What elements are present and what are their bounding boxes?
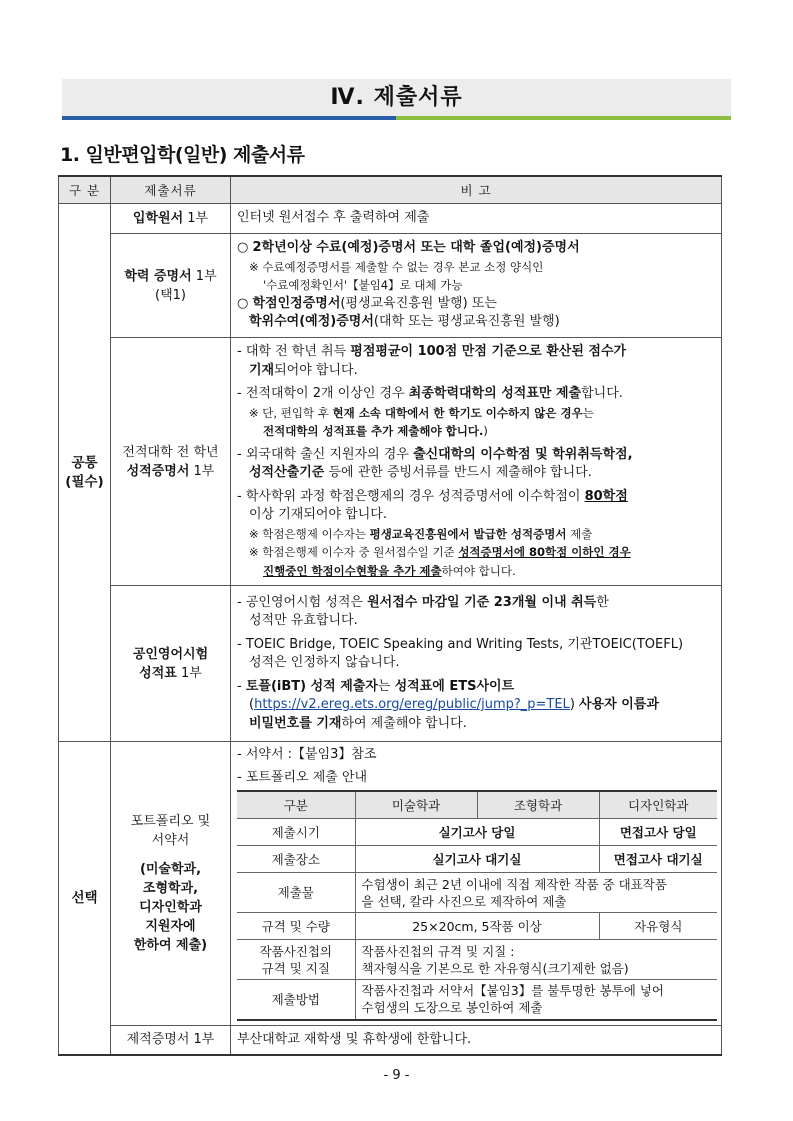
table-row: 규격 및 수량 25×20cm, 5작품 이상 자유형식	[237, 913, 717, 940]
category-common: 공통 (필수)	[59, 204, 111, 742]
doc-transcript: 전적대학 전 학년 성적증명서 1부	[111, 338, 231, 586]
doc-degree: 학력 증명서 1부 (택1)	[111, 234, 231, 338]
header-category: 구 분	[59, 176, 111, 204]
doc-application: 입학원서 1부	[111, 204, 231, 234]
table-row: 작품사진첩의 규격 및 지질 작품사진첩의 규격 및 지질 : 책자형식을 기본으로 한 자유형식(크기제한 없음)	[237, 940, 717, 980]
page-number: - 9 -	[383, 1068, 410, 1083]
note-application: 인터넷 원서접수 후 출력하여 제출	[231, 204, 722, 234]
note-english: - 공인영어시험 성적은 원서접수 마감일 기준 23개월 이내 취득한 성적만 유효합니다. - TOEIC Bridge, TOEIC Speaking and Writing Tests, 기관TOEIC(TOEFL) 성적은 인정하지 않습니다. - 토플(iBT) 성적 제출자는 성적표에 ETS사이트 (https://v2.ereg.ets.org/ereg/public/jump?_p=TEL) 사용자 이름과 비밀번호를 기재하여 제출해야 합니다.	[231, 586, 722, 742]
note-degree: ○ 2학년이상 수료(예정)증명서 또는 대학 졸업(예정)증명서 ※ 수료예정증명서를 제출할 수 없는 경우 본교 소정 양식인 '수료예정확인서'【붙임4】로 대체 가능 ○ 학점인정증명서(평생교육진흥원 발행) 또는 학위수여(예정)증명서(대학 또는 평생교육진흥원 발행)	[231, 234, 722, 338]
table-row: 제출장소 실기고사 대기실 면접고사 대기실	[237, 846, 717, 873]
table-row: 구분 미술학과 조형학과 디자인학과	[237, 791, 717, 819]
header-note: 비 고	[231, 176, 722, 204]
doc-english: 공인영어시험 성적표 1부	[111, 586, 231, 742]
table-row: 제출방법 작품사진첩과 서약서【붙임3】를 불투명한 봉투에 넣어 수험생의 도장으로 봉인하여 제출	[237, 980, 717, 1020]
table-row	[59, 234, 722, 338]
table-row	[59, 586, 722, 742]
ets-link[interactable]: https://v2.ereg.ets.org/ereg/public/jump?_p=TEL	[254, 697, 570, 713]
portfolio-table	[237, 790, 717, 1021]
title-underline-blue	[62, 116, 396, 120]
documents-table	[58, 175, 722, 1056]
doc-enrollment: 제적증명서 1부	[111, 1025, 231, 1055]
table-row	[59, 338, 722, 586]
header-document: 제출서류	[111, 176, 231, 204]
note-portfolio: - 서약서 :【붙임3】참조 - 포트폴리오 제출 안내 구분 미술학과 조형학과 디자인학과 제출시기 실기고사 당일 면접고사 당일 제출장소 실기고사 대기실 면접고사 대기실 제출물 수험생이 최근 2년 이내에 직접 제작한 작품 중 대표작품 을 선택, 칼라 사진으로 제작하여 제출 규격 및 수량 25×20cm, 5작품 이상 자유형식 작품사진첩의 규격 및 지질 작품사진첩의 규격 및 지질 : 책자형식을 기본으로 한 자유형식(크기제한 없음) 제출방법 작품사진첩과 서약서【붙임3】를 불투명한 봉투에 넣어 수험생의 도장으로 봉인하여 제출	[231, 742, 722, 1026]
table-header-row	[59, 176, 722, 204]
title-underline-green	[396, 116, 731, 120]
table-row	[59, 204, 722, 234]
section-title: 1. 일반편입학(일반) 제출서류	[60, 144, 305, 166]
table-row: 제출시기 실기고사 당일 면접고사 당일	[237, 819, 717, 846]
table-row	[59, 1025, 722, 1055]
note-enrollment: 부산대학교 재학생 및 휴학생에 한합니다.	[231, 1025, 722, 1055]
table-row	[59, 742, 722, 1026]
chapter-title: Ⅳ. 제출서류	[62, 79, 731, 116]
category-optional: 선택	[59, 742, 111, 1056]
doc-portfolio: 포트폴리오 및 서약서 (미술학과, 조형학과, 디자인학과 지원자에 한하여 제출)	[111, 742, 231, 1026]
table-row: 제출물 수험생이 최근 2년 이내에 직접 제작한 작품 중 대표작품 을 선택, 칼라 사진으로 제작하여 제출	[237, 873, 717, 913]
note-transcript: - 대학 전 학년 취득 평점평균이 100점 만점 기준으로 환산된 점수가 기재되어야 합니다. - 전적대학이 2개 이상인 경우 최종학력대학의 성적표만 제출합니다. ※ 단, 편입학 후 현재 소속 대학에서 한 학기도 이수하지 않은 경우는 전적대학의 성적표를 추가 제출해야 합니다.) - 외국대학 출신 지원자의 경우 출신대학의 이수학점 및 학위취득학점, 성적산출기준 등에 관한 증빙서류를 반드시 제출해야 합니다. - 학사학위 과정 학점은행제의 경우 성적증명서에 이수학점이 80학점 이상 기재되어야 합니다. ※ 학점은행제 이수자는 평생교육진흥원에서 발급한 성적증명서 제출 ※ 학점은행제 이수자 중 원서접수일 기준 성적증명서에 80학점 이하인 경우 진행중인 학점이수현황을 추가 제출하여야 합니다.	[231, 338, 722, 586]
